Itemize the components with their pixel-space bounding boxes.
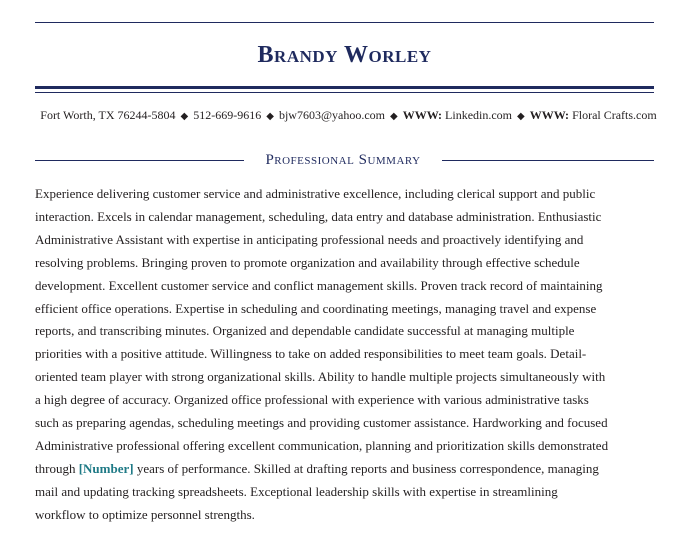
- website-linkedin[interactable]: Linkedin.com: [445, 108, 513, 122]
- website-floral-crafts[interactable]: Floral Crafts.com: [572, 108, 657, 122]
- header-thick-rule: [35, 86, 654, 89]
- heading-rule-right: [442, 160, 654, 161]
- header-thin-rule: [35, 92, 654, 93]
- summary-text: years of performance. Skilled at drafting reports and business correspondence, managing: [133, 460, 599, 476]
- section-title: Professional Summary: [265, 152, 421, 168]
- summary-line: efficient office operations. Expertise in scheduling and coordinating meetings, managing travel and expense: [35, 300, 597, 316]
- summary-line: a high degree of accuracy. Organized office professional with experience with various administrative tasks: [35, 392, 589, 408]
- summary-line: such as preparing agendas, scheduling meetings and providing customer assistance. Hardworking and focused: [35, 415, 608, 431]
- summary-line: interaction. Excels in calendar management, scheduling, data entry and database administration. Enthusiastic: [35, 208, 602, 224]
- summary-line: Administrative professional offering excellent communication, planning and prioritization skills demonstrated: [35, 437, 609, 453]
- summary-paragraph: [35, 183, 661, 527]
- summary-line: priorities with a positive attitude. Willingness to take on added responsibilities to meet team goals. Detail-: [35, 346, 587, 362]
- heading-rule-left: [35, 160, 244, 161]
- contact-line: [20, 106, 677, 126]
- diamond-separator-icon: ◆: [180, 111, 189, 122]
- summary-line: development. Excellent customer service and conflict management skills. Proven track record of maintaining: [35, 277, 603, 293]
- top-rule: [35, 22, 654, 23]
- diamond-separator-icon: ◆: [517, 111, 525, 122]
- www-label: WWW:: [529, 108, 570, 122]
- candidate-name: Brandy Worley: [257, 42, 432, 68]
- summary-line: mail and updating tracking spreadsheets. Exceptional leadership skills with expertise in streamlining: [35, 483, 558, 499]
- summary-text: through: [35, 460, 79, 476]
- diamond-separator-icon: ◆: [389, 111, 398, 122]
- summary-line: oriented team player with strong organizational skills. Ability to handle multiple projects simultaneously with: [35, 369, 606, 385]
- number-placeholder[interactable]: [Number]: [78, 460, 134, 476]
- summary-line: [35, 458, 661, 481]
- summary-line: reports, and transcribing minutes. Organized and dependable candidate successful at managing multiple: [35, 323, 575, 339]
- summary-line: resolving problems. Bringing proven to promote organization and availability through effective schedule: [35, 254, 580, 270]
- www-label: WWW:: [402, 108, 443, 122]
- section-heading-professional-summary: [35, 150, 654, 170]
- contact-phone: 512-669-9616: [193, 108, 262, 122]
- contact-email[interactable]: bjw7603@yahoo.com: [278, 108, 385, 122]
- diamond-separator-icon: ◆: [266, 111, 274, 122]
- summary-line: Administrative Assistant with expertise in anticipating professional needs and proactively identifying and: [35, 231, 584, 247]
- summary-line: Experience delivering customer service and administrative excellence, including clerical support and public: [35, 186, 596, 201]
- contact-address: Fort Worth, TX 76244-5804: [40, 108, 176, 122]
- summary-line: workflow to optimize personnel strengths.: [35, 506, 255, 522]
